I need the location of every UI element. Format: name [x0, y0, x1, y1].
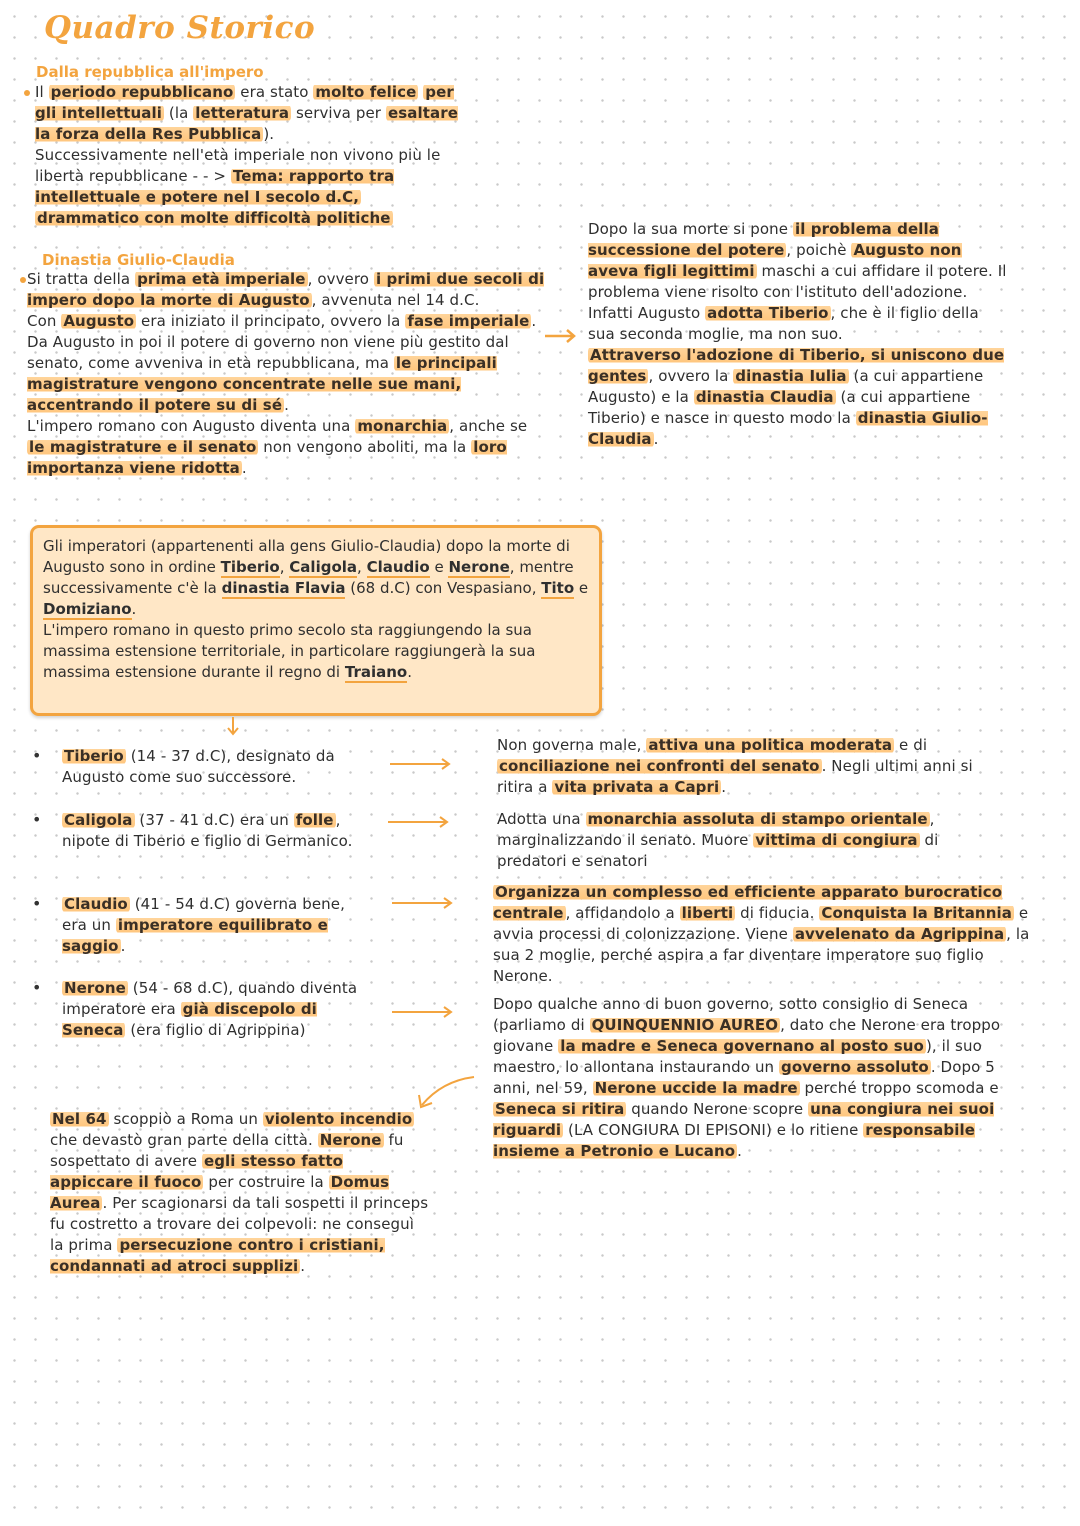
bullet-dot: [24, 90, 30, 96]
page-title: Quadro Storico: [44, 10, 316, 46]
right-arrow-icon: [390, 895, 456, 911]
paragraph: Successivamente nell'età imperiale non vivono più le libertà repubblicane - - > Tema: rapporto tra intellettuale e potere nel I secolo d.C, drammatico con molte difficoltà politiche: [35, 146, 441, 227]
emperor-nerone-detail: Dopo qualche anno di buon governo, sotto consiglio di Seneca (parliamo di QUINQUENNIO AUREO , dato che Nerone era troppo giovane la madre e Seneca governano al posto suo ), il suo maestro, lo allontana instaurando un governo assoluto . Dopo 5 anni, nel 59, Nerone uccide la madre perché troppo scomoda e Seneca si ritira quando Nerone scopre una congiura nei suoi riguardi (LA CONGIURA DI EPISONI) e lo ritiene responsabile insieme a Petronio e Lucano .: [493, 995, 1001, 1160]
section-heading-republic: Dalla repubblica all'impero: [36, 63, 264, 81]
bullet-dot: [20, 277, 26, 283]
section-heading-dynasty: Dinastia Giulio-Claudia: [42, 251, 235, 269]
paragraph: L'impero romano in questo primo secolo sta raggiungendo la sua massima estensione territoriale, in particolare raggiungerà la sua massima estensione durante il regno di Traiano.: [43, 621, 536, 681]
emperor-caligola-detail: Adotta una monarchia assoluta di stampo orientale , marginalizzando il senato. Muore vittima di congiura di predatori e senatori: [497, 810, 939, 870]
right-arrow-icon: [386, 814, 452, 830]
section-dynasty-text: [27, 269, 547, 479]
succession-text: [588, 219, 1008, 450]
paragraph: Attraverso l'adozione di Tiberio, si uniscono due gentes , ovvero la dinastia Iulia (a cui appartiene Augusto) e la dinastia Claudia (a cui appartiene Tiberio) e nasce in questo modo la dinastia Giulio-Claudia .: [588, 346, 1005, 448]
curved-arrow-icon: [412, 1073, 478, 1111]
emperor-claudio-detail: Organizza un complesso ed efficiente apparato burocratico centrale , affidandolo a liberti di fiducia. Conquista la Britannia e avvia processi di colonizzazione. Viene avvelenato da Agrippina , la sua 2 moglie, perché aspira a far diventare imperatore suo figlio Nerone.: [493, 883, 1030, 985]
right-arrow-icon: [388, 756, 454, 772]
emperor-tiberio: Tiberio (14 - 37 d.C), designato da Augusto come suo successore.: [62, 747, 335, 786]
paragraph: Si tratta della prima età imperiale , ovvero i primi due secoli di impero dopo la morte di Augusto , avvenuta nel 14 d.C.: [27, 270, 545, 309]
bullet-dot: •: [32, 978, 42, 997]
down-arrow-icon: [226, 716, 240, 738]
right-arrow-icon: [543, 328, 579, 344]
emperor-caligola: Caligola (37 - 41 d.C) era un folle , nipote di Tiberio e figlio di Germanico.: [62, 811, 353, 850]
paragraph: L'impero romano con Augusto diventa una monarchia , anche se le magistrature e il senato non vengono aboliti, ma la loro importanza viene ridotta .: [27, 417, 528, 477]
emperor-tiberio-detail: Non governa male, attiva una politica moderata e di conciliazione nei confronti del senato . Negli ultimi anni si ritira a vita privata a Capri .: [497, 736, 973, 796]
fire-note: Nel 64 scoppiò a Roma un violento incendio che devastò gran parte della città. Nerone fu sospettato di avere egli stesso fatto appiccare il fuoco per costruire la Domus Aurea . Per scagionarsi da tali sospetti il princeps fu costretto a trovare dei colpevoli: ne conseguì la prima persecuzione contro i cristiani, condannati ad atroci supplizi .: [50, 1110, 429, 1275]
paragraph: Gli imperatori (appartenenti alla gens Giulio-Claudia) dopo la morte di Augusto sono in ordine Tiberio, Caligola, Claudio e Nerone, mentre successivamente c'è la dinastia Flavia (68 d.C) con Vespasiano, Tito e Domiziano.: [43, 537, 589, 618]
emperor-claudio: Claudio (41 - 54 d.C) governa bene, era un imperatore equilibrato e saggio .: [62, 895, 345, 955]
paragraph: Il periodo repubblicano era stato molto felice per gli intellettuali (la letteratura serviva per esaltare la forza della Res Pubblica ).: [35, 83, 458, 143]
paragraph: Con Augusto era iniziato il principato, ovvero la fase imperiale . Da Augusto in poi il potere di governo non viene più gestito dal senato, come avveniva in età repubblicana, ma le principali magistrature vengono concentrate nelle sue mani, accentrando il potere su di sé .: [27, 312, 537, 414]
bullet-dot: •: [32, 746, 42, 765]
paragraph: Dopo la sua morte si pone il problema della successione del potere , poichè Augusto non aveva figli legittimi maschi a cui affidare il potere. Il problema viene risolto con l'istituto dell'adozione. Infatti Augusto adotta Tiberio , che è il figlio della sua seconda moglie, ma non suo.: [588, 220, 1007, 343]
section-republic-text: [35, 82, 470, 229]
emperors-summary-box: [30, 525, 602, 716]
right-arrow-icon: [390, 1004, 456, 1020]
bullet-dot: •: [32, 894, 42, 913]
emperor-nerone: Nerone (54 - 68 d.C), quando diventa imperatore era già discepolo di Seneca (era figlio di Agrippina): [62, 979, 358, 1039]
bullet-dot: •: [32, 810, 42, 829]
